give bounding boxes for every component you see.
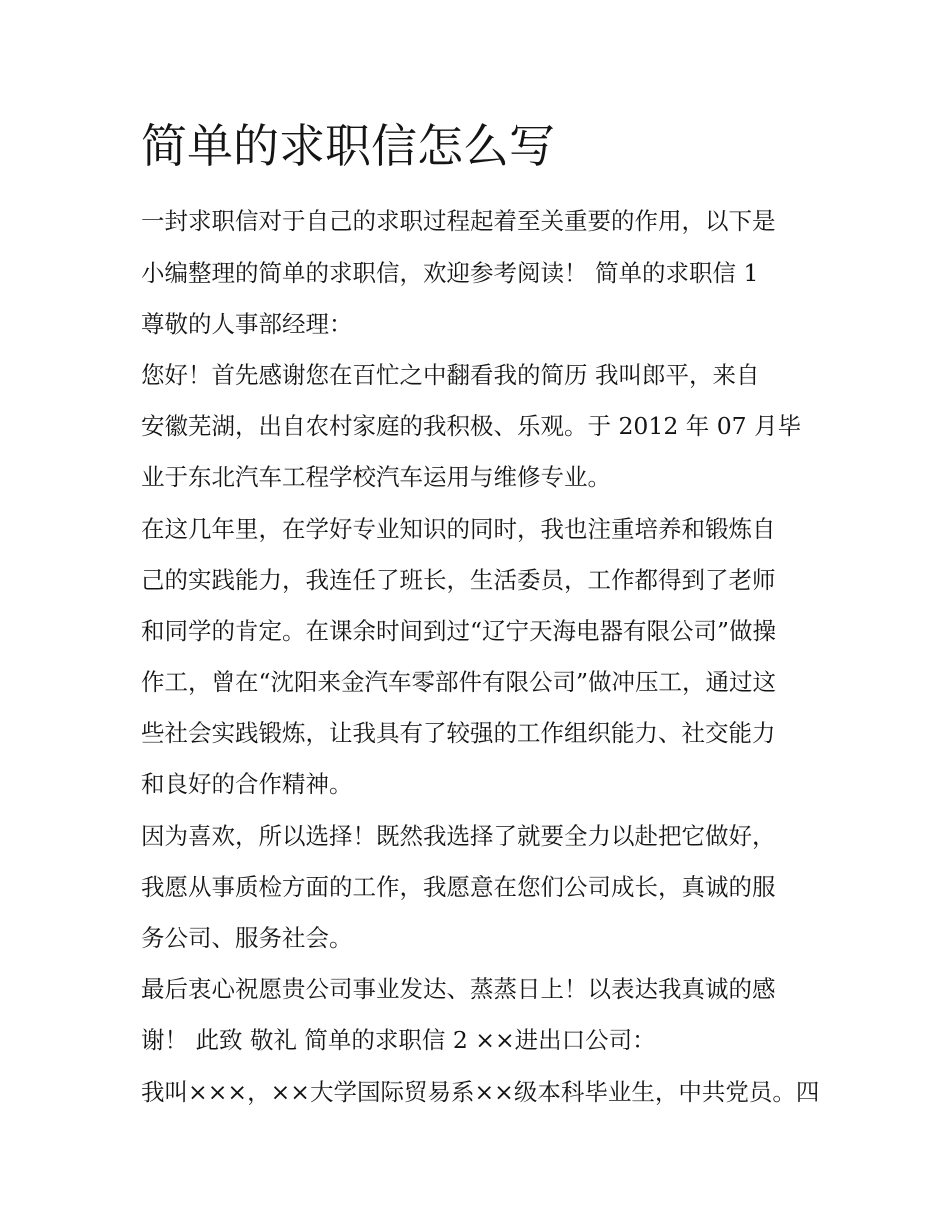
body-line: 我愿从事质检方面的工作，我愿意在您们公司成长，真诚的服	[141, 873, 776, 901]
body-line: 我叫×××，××大学国际贸易系××级本科毕业生，中共党员。四	[141, 1078, 820, 1106]
body-line: 最后衷心祝愿贵公司事业发达、蒸蒸日上！以表达我真诚的感	[141, 975, 776, 1003]
body-line: 作工，曾在“沈阳来金汽车零部件有限公司”做冲压工，通过这	[141, 668, 777, 696]
body-line: 和同学的肯定。在课余时间到过“辽宁天海电器有限公司”做操	[141, 617, 777, 645]
body-line: 己的实践能力，我连任了班长，生活委员，工作都得到了老师	[141, 566, 776, 594]
body-line: 您好！首先感谢您在百忙之中翻看我的简历 我叫郎平，来自	[141, 361, 760, 389]
body-line: 在这几年里，在学好专业知识的同时，我也注重培养和锻炼自	[141, 515, 776, 543]
body-line: 和良好的合作精神。	[141, 770, 353, 798]
body-line: 因为喜欢，所以选择！既然我选择了就要全力以赴把它做好，	[141, 822, 776, 850]
body-line: 安徽芜湖，出自农村家庭的我积极、乐观。于 2012 年 07 月毕	[141, 412, 802, 440]
body-line: 谢！ 此致 敬礼 简单的求职信 2 ××进出口公司：	[141, 1026, 656, 1054]
body-line: 务公司、服务社会。	[141, 924, 353, 952]
body-line: 尊敬的人事部经理：	[141, 310, 353, 338]
body-line: 小编整理的简单的求职信，欢迎参考阅读！ 简单的求职信 1	[141, 259, 759, 287]
body-line: 些社会实践锻炼，让我具有了较强的工作组织能力、社交能力	[141, 719, 776, 747]
body-line: 一封求职信对于自己的求职过程起着至关重要的作用，以下是	[141, 207, 776, 235]
document-title: 简单的求职信怎么写	[141, 119, 555, 173]
body-line: 业于东北汽车工程学校汽车运用与维修专业。	[141, 463, 611, 491]
